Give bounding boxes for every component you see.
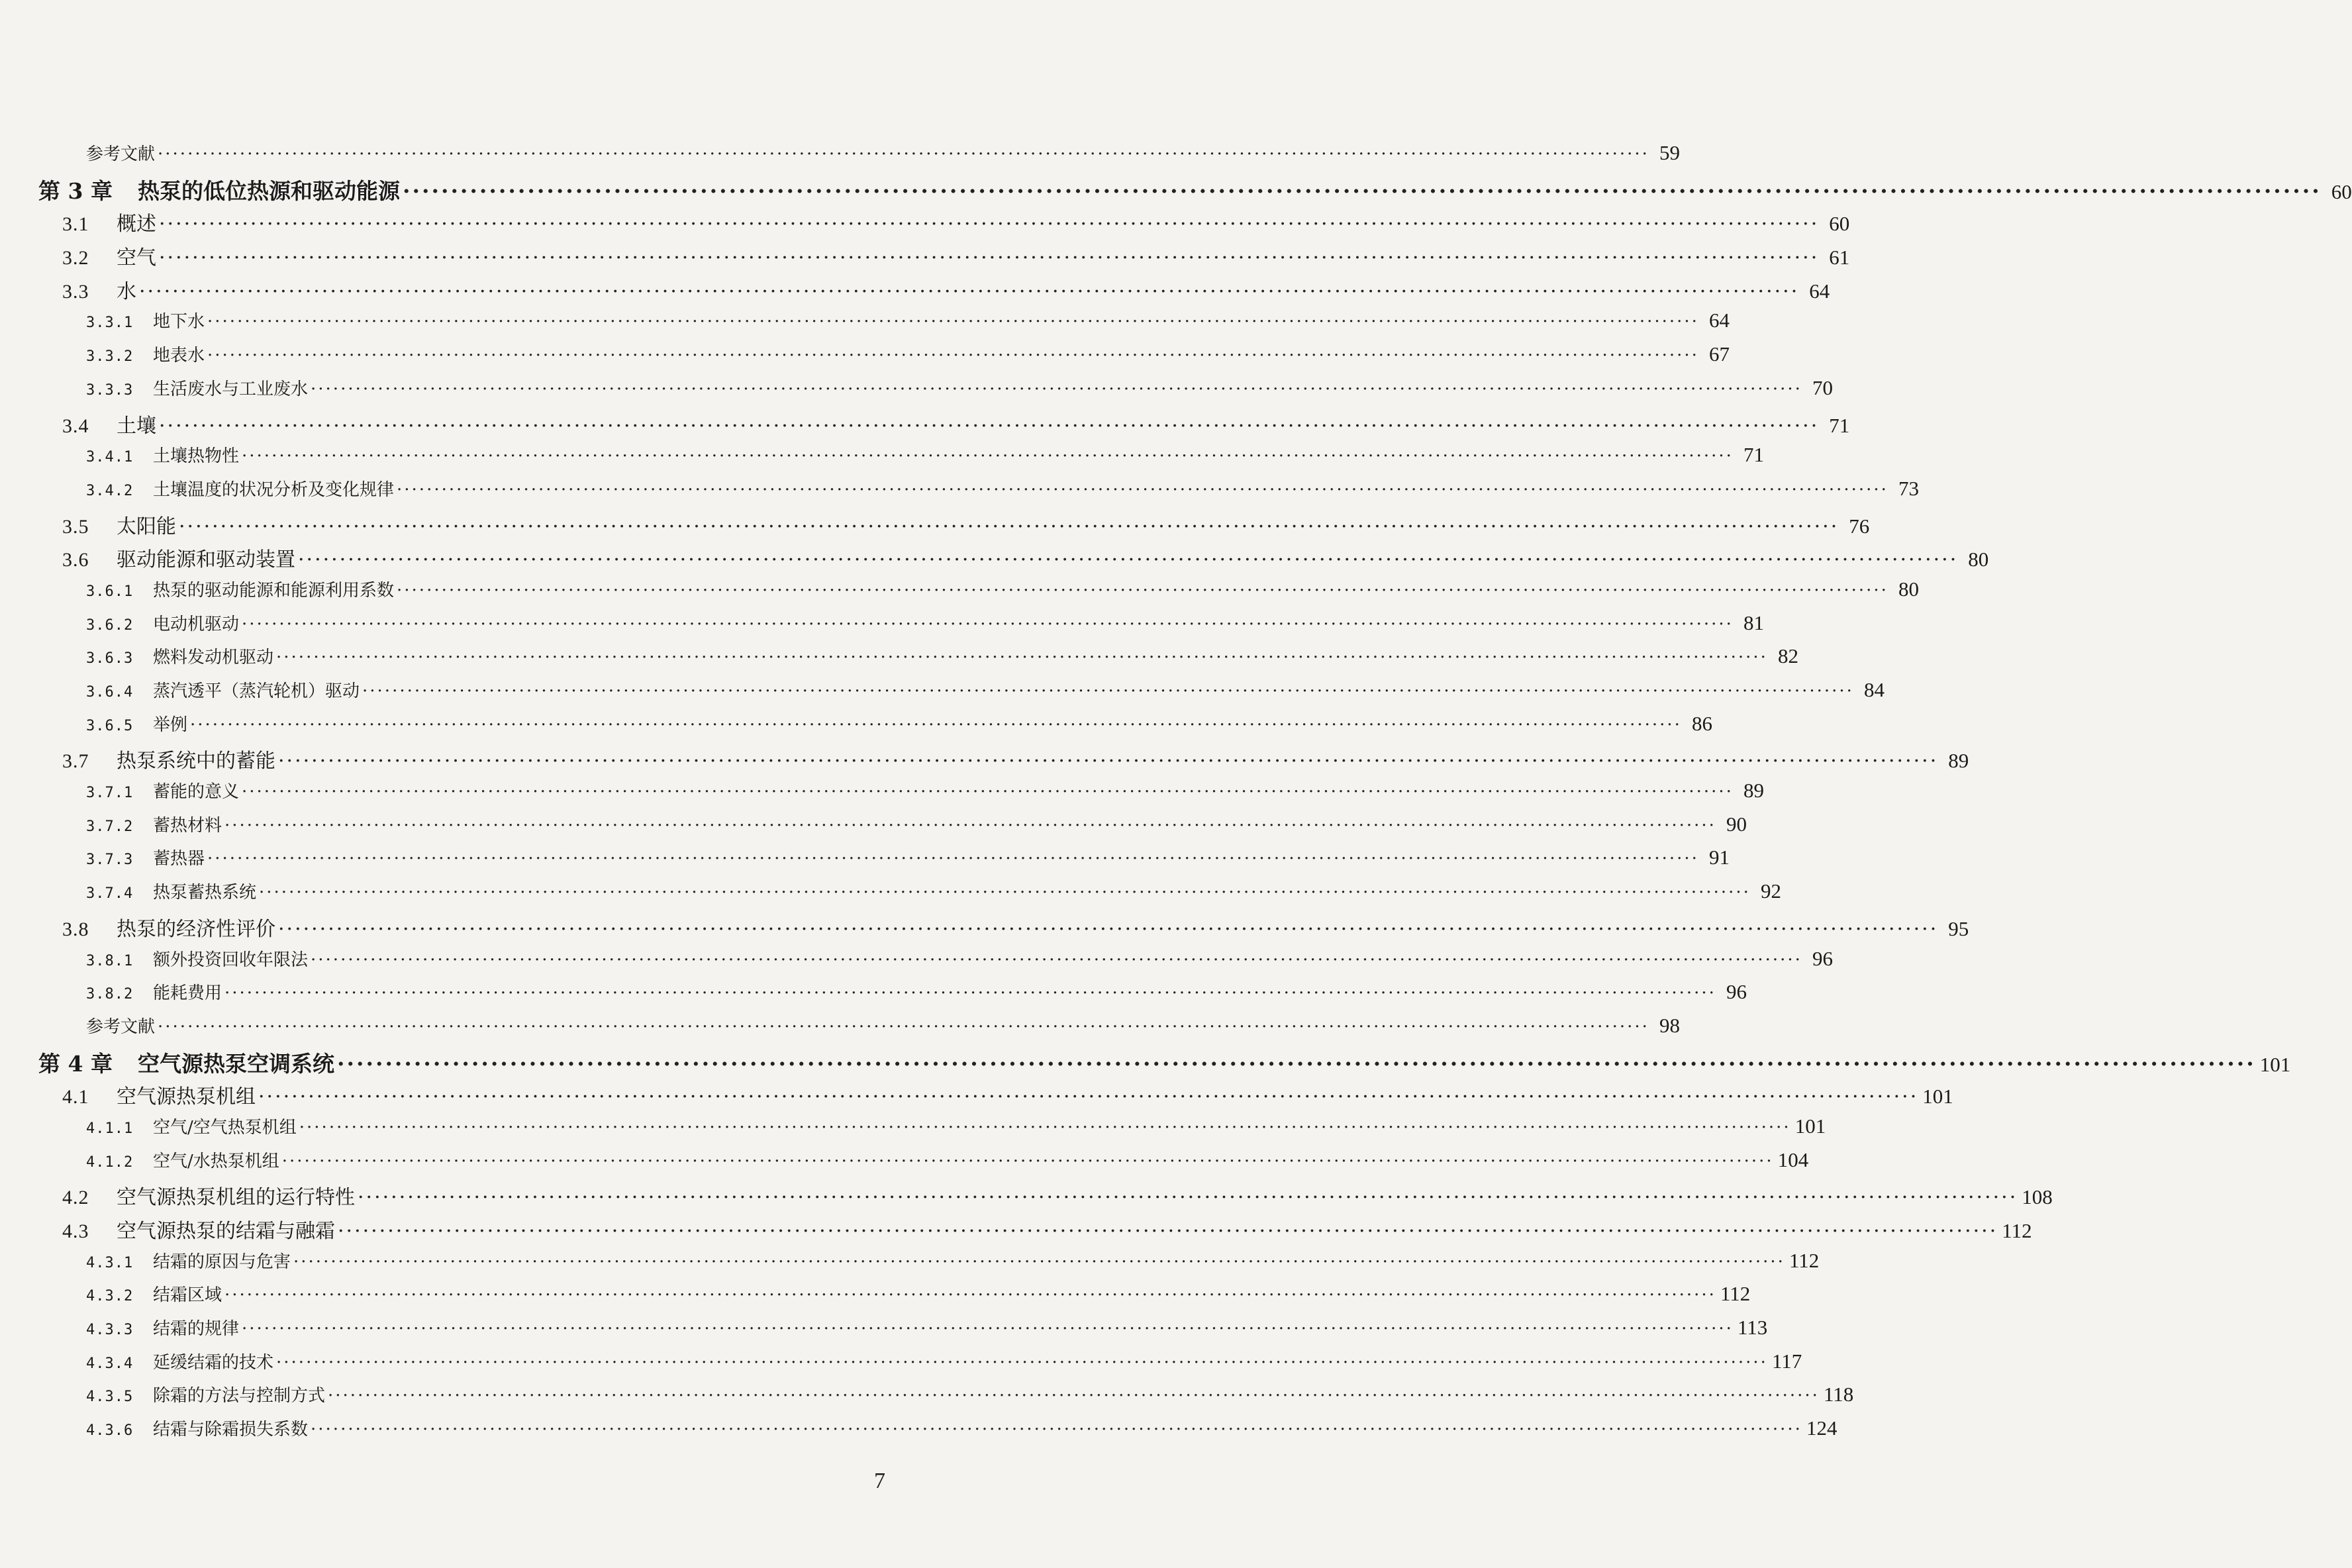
toc-entry-title: 生活废水与工业废水 — [153, 379, 309, 399]
toc-leader-dots: ········································································································································································································ — [242, 614, 1734, 634]
toc-leader-dots: ········································································································································································································ — [358, 1186, 2018, 1210]
toc-entry-number: 3.5 — [62, 515, 89, 538]
toc-leader-dots: ········································································································································································································ — [278, 750, 1939, 773]
toc-entry — [38, 1315, 1768, 1349]
toc-entry-title: 蓄热器 — [153, 849, 205, 869]
toc-entry-title: 土壤 — [117, 414, 156, 438]
toc-entry-title: 延缓结霜的技术 — [153, 1352, 274, 1373]
toc-leader-dots: ········································································································································································································ — [299, 1117, 1791, 1138]
toc-entry — [38, 812, 1747, 846]
toc-entry-number: 4.3.6 — [86, 1422, 134, 1440]
toc-entry-number: 3.6.3 — [86, 650, 134, 667]
toc-entry-number: 4.3.3 — [86, 1322, 134, 1339]
toc-entry-page: 104 — [1777, 1148, 1809, 1171]
toc-leader-dots: ········································································································································································································ — [159, 213, 1820, 236]
toc-entry — [38, 241, 1850, 275]
toc-leader-dots: ········································································································································································································ — [278, 917, 1939, 941]
toc-entry-title: 水 — [117, 279, 136, 303]
toc-reference-entry — [38, 140, 1680, 174]
toc-entry-page: 80 — [1898, 577, 1919, 601]
toc-entry-number: 3.3.1 — [86, 315, 134, 332]
toc-entry-number: 4.3.4 — [86, 1355, 134, 1372]
toc-entry — [38, 577, 1919, 611]
toc-leader-dots: ········································································································································································································ — [259, 883, 1751, 903]
toc-entry-title: 空气 — [117, 246, 156, 270]
toc-entry-title: 参考文献 — [86, 144, 156, 164]
toc-entry — [38, 1214, 2032, 1248]
toc-entry — [38, 1248, 1820, 1282]
toc-entry-number: 4.2 — [62, 1187, 89, 1209]
toc-entry-number: 3.6.5 — [86, 717, 134, 734]
toc-entry-title: 除霜的方法与控制方式 — [153, 1386, 326, 1406]
toc-entry-page: 113 — [1737, 1316, 1768, 1340]
toc-entry-page: 60 — [1829, 212, 1850, 236]
toc-entry-page: 84 — [1863, 678, 1885, 701]
toc-entry-title: 举例 — [153, 714, 188, 735]
toc-chapter-entry — [38, 1047, 2291, 1081]
toc-leader-dots: ········································································································································································································ — [158, 1016, 1649, 1037]
toc-entry — [38, 342, 1730, 375]
toc-entry-title: 热泵的低位热源和驱动能源 — [138, 177, 400, 204]
toc-entry — [38, 375, 1833, 409]
toc-entry — [38, 979, 1747, 1013]
toc-entry-title: 结霜区域 — [153, 1285, 222, 1306]
toc-leader-dots: ········································································································································································································ — [337, 1050, 2256, 1077]
toc-entry-page: 124 — [1806, 1416, 1838, 1440]
toc-entry-title: 驱动能源和驱动装置 — [117, 548, 295, 572]
toc-entry — [38, 1416, 1838, 1449]
toc-entry-page: 91 — [1708, 846, 1730, 869]
toc-entry — [38, 1349, 1802, 1383]
toc-entry — [38, 611, 1764, 644]
toc-entry-number: 第 3 章 — [38, 177, 113, 204]
toc-leader-dots: ········································································································································································································ — [397, 479, 1888, 500]
toc-entry-page: 89 — [1743, 779, 1764, 803]
toc-entry-page: 76 — [1849, 514, 1870, 538]
toc-leader-dots: ········································································································································································································ — [158, 144, 1649, 164]
toc-entry — [38, 912, 1969, 946]
toc-leader-dots: ········································································································································································································ — [190, 714, 1682, 735]
toc-entry-page: 60 — [2331, 179, 2352, 203]
toc-entry-number: 4.3 — [62, 1220, 89, 1242]
toc-entry — [38, 275, 1830, 309]
toc-leader-dots: ········································································································································································································ — [403, 177, 2322, 204]
toc-leader-dots: ········································································································································································································ — [242, 1319, 1734, 1340]
toc-entry-title: 热泵的经济性评价 — [117, 917, 275, 941]
toc-entry-title: 概述 — [117, 213, 156, 236]
toc-entry-page: 80 — [1968, 548, 1989, 571]
table-of-contents — [38, 140, 2352, 1449]
toc-leader-dots: ········································································································································································································ — [311, 379, 1802, 399]
toc-entry — [38, 476, 1919, 510]
toc-entry-page: 67 — [1708, 342, 1730, 366]
toc-entry-page: 71 — [1743, 443, 1764, 467]
toc-reference-entry — [38, 1013, 1680, 1047]
toc-entry-page: 70 — [1812, 375, 1833, 399]
toc-leader-dots: ········································································································································································································ — [311, 1420, 1802, 1440]
toc-entry-title: 燃料发动机驱动 — [153, 648, 274, 668]
toc-entry-number: 3.7.2 — [86, 818, 134, 835]
toc-entry-number: 3.4 — [62, 415, 89, 437]
toc-entry-title: 蒸汽透平（蒸汽轮机）驱动 — [153, 681, 360, 701]
toc-entry-title: 热泵蓄热系统 — [153, 883, 257, 903]
toc-entry-title: 地下水 — [153, 312, 205, 332]
toc-entry-title: 热泵的驱动能源和能源利用系数 — [153, 580, 395, 601]
toc-entry-title: 地表水 — [153, 346, 205, 366]
toc-entry-number: 4.3.1 — [86, 1254, 134, 1271]
toc-leader-dots: ········································································································································································································ — [276, 648, 1768, 668]
toc-entry-title: 空气源热泵机组 — [117, 1085, 256, 1109]
toc-leader-dots: ········································································································································································································ — [397, 580, 1888, 601]
toc-leader-dots: ········································································································································································································ — [207, 849, 1699, 869]
toc-entry-page: 98 — [1659, 1013, 1680, 1037]
toc-entry — [38, 711, 1712, 745]
toc-entry-number: 第 4 章 — [38, 1050, 113, 1077]
toc-entry-page: 86 — [1691, 711, 1712, 735]
toc-entry-number: 3.6.4 — [86, 684, 134, 701]
toc-entry-title: 土壤温度的状况分析及变化规律 — [153, 479, 395, 500]
toc-entry-number: 4.3.2 — [86, 1288, 134, 1305]
toc-entry-number: 3.7.3 — [86, 852, 134, 869]
toc-entry-title: 参考文献 — [86, 1016, 156, 1037]
toc-entry-page: 71 — [1829, 413, 1850, 437]
toc-entry-title: 额外投资回收年限法 — [153, 950, 309, 970]
toc-entry-page: 73 — [1898, 476, 1919, 500]
toc-entry-title: 结霜的原因与危害 — [153, 1251, 291, 1272]
toc-entry — [38, 744, 1969, 778]
toc-entry — [38, 1382, 1854, 1416]
toc-entry-title: 空气源热泵机组的运行特性 — [117, 1186, 355, 1210]
toc-entry — [38, 1181, 2053, 1214]
toc-chapter-entry — [38, 174, 2352, 208]
toc-entry-title: 热泵系统中的蓄能 — [117, 750, 275, 773]
toc-leader-dots: ········································································································································································································ — [139, 279, 1800, 303]
toc-entry-title: 空气源热泵的结霜与融霜 — [117, 1220, 335, 1243]
toc-entry-number: 3.6 — [62, 549, 89, 571]
toc-entry-title: 空气源热泵空调系统 — [138, 1050, 334, 1077]
toc-entry-page: 90 — [1726, 812, 1747, 836]
toc-entry — [38, 442, 1764, 476]
toc-leader-dots: ········································································································································································································ — [159, 246, 1820, 270]
toc-entry-page: 112 — [1720, 1282, 1751, 1306]
toc-leader-dots: ········································································································································································································ — [207, 346, 1699, 366]
toc-entry-page: 81 — [1743, 611, 1764, 634]
toc-entry-title: 结霜与除霜损失系数 — [153, 1420, 309, 1440]
toc-entry — [38, 677, 1885, 711]
toc-entry-page: 112 — [1788, 1248, 1820, 1272]
toc-leader-dots: ········································································································································································································ — [276, 1352, 1768, 1373]
toc-entry-number: 3.7 — [62, 750, 89, 773]
toc-leader-dots: ········································································································································································································ — [207, 312, 1699, 332]
toc-entry-number: 3.3.3 — [86, 381, 134, 399]
toc-entry-page: 59 — [1659, 141, 1680, 164]
toc-leader-dots: ········································································································································································································ — [159, 414, 1820, 438]
toc-entry — [38, 879, 1781, 912]
toc-entry-page: 61 — [1829, 246, 1850, 270]
toc-entry-number: 3.8.1 — [86, 952, 134, 969]
toc-leader-dots: ········································································································································································································ — [281, 1151, 1774, 1171]
toc-entry-page: 96 — [1726, 980, 1747, 1004]
toc-leader-dots: ········································································································································································································ — [242, 782, 1734, 803]
toc-entry-title: 能耗费用 — [153, 983, 222, 1004]
toc-entry-page: 92 — [1760, 879, 1781, 903]
toc-leader-dots: ········································································································································································································ — [224, 983, 1716, 1004]
toc-entry-number: 3.4.2 — [86, 482, 134, 499]
toc-entry — [38, 1080, 1953, 1114]
toc-entry-title: 结霜的规律 — [153, 1319, 240, 1340]
toc-entry-page: 101 — [1794, 1114, 1826, 1138]
toc-entry-page: 108 — [2022, 1185, 2053, 1209]
toc-entry-number: 3.8 — [62, 918, 89, 940]
toc-entry — [38, 409, 1850, 443]
toc-leader-dots: ········································································································································································································ — [362, 681, 1854, 701]
toc-entry — [38, 778, 1764, 812]
toc-entry — [38, 644, 1798, 677]
toc-entry — [38, 308, 1730, 342]
toc-entry-title: 电动机驱动 — [153, 614, 240, 634]
toc-entry-number: 3.7.1 — [86, 785, 134, 802]
toc-leader-dots: ········································································································································································································ — [258, 1085, 1919, 1109]
toc-entry-title: 空气/水热泵机组 — [153, 1151, 279, 1171]
toc-entry-page: 101 — [1922, 1085, 1953, 1108]
toc-leader-dots: ········································································································································································································ — [242, 446, 1734, 467]
toc-leader-dots: ········································································································································································································ — [338, 1220, 1998, 1243]
page-number: 7 — [874, 1469, 885, 1493]
toc-leader-dots: ········································································································································································································ — [328, 1386, 1820, 1406]
toc-entry-number: 4.1 — [62, 1086, 89, 1108]
toc-entry — [38, 1281, 1751, 1315]
toc-entry-number: 3.2 — [62, 247, 89, 270]
toc-leader-dots: ········································································································································································································ — [293, 1251, 1785, 1272]
toc-entry-number: 3.6.2 — [86, 616, 134, 634]
toc-entry-number: 4.1.2 — [86, 1153, 134, 1171]
toc-entry-page: 64 — [1809, 279, 1830, 303]
toc-entry-title: 空气/空气热泵机组 — [153, 1117, 297, 1138]
toc-entry-title: 蓄能的意义 — [153, 782, 240, 803]
toc-entry-number: 3.3.2 — [86, 348, 134, 366]
toc-entry-title: 太阳能 — [117, 514, 176, 538]
toc-entry-page: 101 — [2259, 1052, 2291, 1076]
toc-leader-dots: ········································································································································································································ — [311, 950, 1802, 970]
toc-entry-number: 3.4.1 — [86, 449, 134, 466]
toc-entry — [38, 1148, 1809, 1181]
toc-entry-number: 3.1 — [62, 213, 89, 236]
toc-entry-number: 4.1.1 — [86, 1120, 134, 1137]
toc-entry-title: 土壤热物性 — [153, 446, 240, 467]
toc-entry — [38, 207, 1850, 241]
toc-entry-number: 3.8.2 — [86, 986, 134, 1003]
toc-entry-number: 3.6.1 — [86, 583, 134, 600]
toc-entry-page: 95 — [1948, 916, 1969, 940]
toc-leader-dots: ········································································································································································································ — [298, 548, 1959, 572]
toc-entry-number: 3.7.4 — [86, 885, 134, 903]
toc-entry — [38, 1114, 1826, 1148]
toc-entry-title: 蓄热材料 — [153, 815, 222, 836]
toc-entry-number: 3.3 — [62, 280, 89, 303]
toc-entry — [38, 510, 1870, 544]
toc-leader-dots: ········································································································································································································ — [224, 1285, 1716, 1306]
toc-entry — [38, 543, 1989, 577]
toc-entry-number: 4.3.5 — [86, 1389, 134, 1406]
toc-leader-dots: ········································································································································································································ — [179, 514, 1839, 538]
toc-leader-dots: ········································································································································································································ — [224, 815, 1716, 836]
toc-entry-page: 112 — [2002, 1219, 2032, 1242]
toc-entry-page: 96 — [1812, 946, 1833, 970]
toc-entry-page: 89 — [1948, 749, 1969, 773]
toc-entry-page: 117 — [1771, 1349, 1802, 1373]
toc-entry-page: 64 — [1708, 309, 1730, 332]
toc-entry — [38, 946, 1833, 980]
toc-entry-page: 118 — [1823, 1383, 1854, 1406]
toc-entry — [38, 845, 1730, 879]
toc-entry-page: 82 — [1777, 644, 1798, 668]
